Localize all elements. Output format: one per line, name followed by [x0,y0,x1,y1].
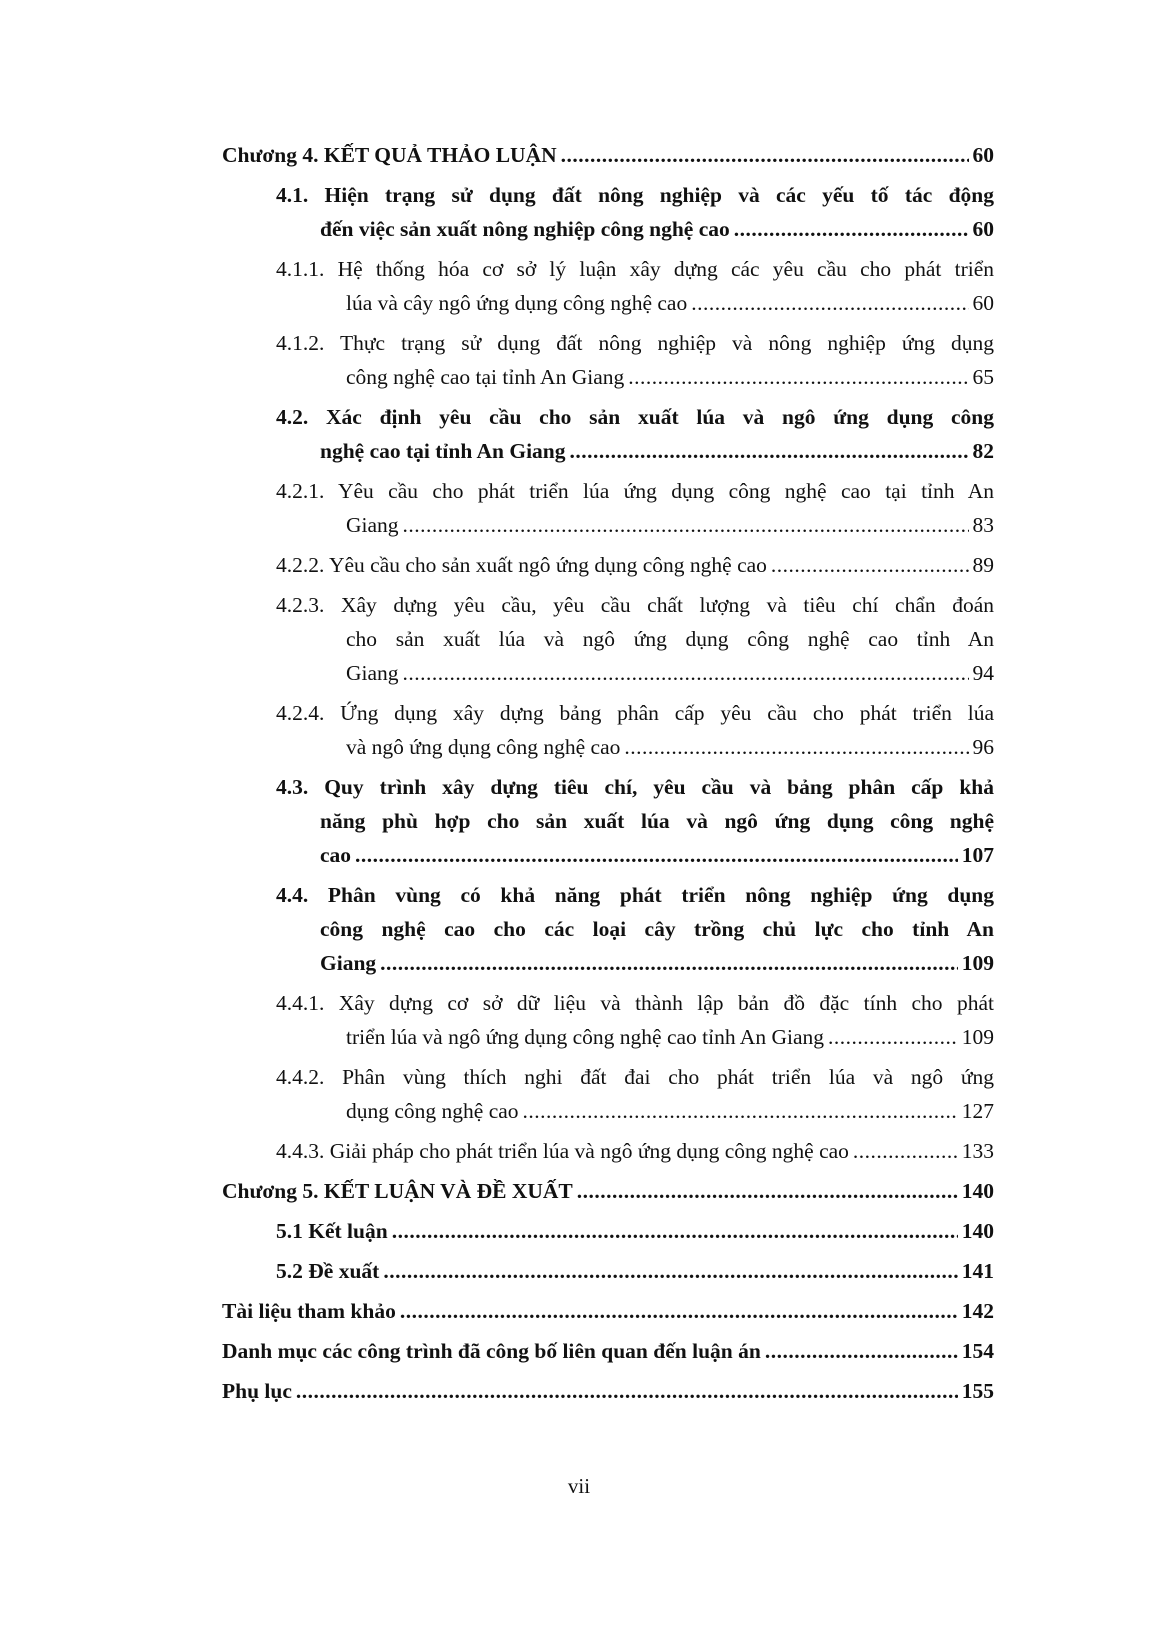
toc-entry-line: cho sản xuất lúa và ngô ứng dụng công nghệ cao tỉnh An [346,627,994,651]
toc-entry[interactable] [222,1374,994,1408]
toc-entry[interactable] [222,178,994,246]
toc-page-number: 89 [972,553,994,577]
toc-entry-line: 4.4.2. Phân vùng thích nghi đất đai cho phát triển lúa và ngô ứng [276,1065,994,1089]
toc-entry-line: năng phù hợp cho sản xuất lúa và ngô ứng dụng công nghệ [320,809,994,833]
toc-entry-title: Tài liệu tham khảo [222,1299,396,1323]
toc-entry-title: công nghệ cao tại tỉnh An Giang [346,365,625,389]
toc-entry-line: 4.4. Phân vùng có khả năng phát triển nông nghiệp ứng dụng [276,883,994,907]
toc-entry[interactable] [222,474,994,542]
toc-entry-title: 5.2 Đề xuất [276,1259,380,1283]
dot-leader [403,508,969,542]
dot-leader [771,548,969,582]
toc-entry-title: và ngô ứng dụng công nghệ cao [346,735,621,759]
toc-entry[interactable] [222,326,994,394]
dot-leader [392,1214,958,1248]
toc-page-number: 141 [961,1259,994,1283]
toc-entry[interactable] [222,1214,994,1248]
toc-entry-title: Giang [320,951,377,975]
dot-leader [383,1254,957,1288]
toc-entry[interactable] [222,1254,994,1288]
toc-page-number: 155 [961,1379,994,1403]
dot-leader [355,838,958,872]
toc-entry-title: Phụ lục [222,1379,292,1403]
toc-entry-line: 4.1.2. Thực trạng sử dụng đất nông nghiệp và nông nghiệp ứng dụng [276,331,994,355]
toc-entry[interactable] [222,138,994,172]
dot-leader [523,1094,958,1128]
dot-leader [624,730,968,764]
toc-entry-line: 4.2.4. Ứng dụng xây dựng bảng phân cấp yêu cầu cho phát triển lúa [276,701,994,725]
toc-page-number: 127 [961,1099,994,1123]
toc-entry[interactable] [222,770,994,872]
toc-entry[interactable] [222,1294,994,1328]
toc-entry-line: 4.1. Hiện trạng sử dụng đất nông nghiệp và các yếu tố tác động [276,183,994,207]
toc-entry-line: 4.4.1. Xây dựng cơ sở dữ liệu và thành lập bản đồ đặc tính cho phát [276,991,994,1015]
toc-entry-title: lúa và cây ngô ứng dụng công nghệ cao [346,291,688,315]
dot-leader [765,1334,958,1368]
toc-entry[interactable] [222,986,994,1054]
toc-entry-title: Chương 5. KẾT LUẬN VÀ ĐỀ XUẤT [222,1179,573,1203]
toc-entry[interactable] [222,588,994,690]
toc-page-number: 142 [961,1299,994,1323]
toc-entry[interactable] [222,1134,994,1168]
toc-entry-title: Chương 4. KẾT QUẢ THẢO LUẬN [222,143,557,167]
toc-entry[interactable] [222,1334,994,1368]
toc-page-number: 133 [961,1139,994,1163]
toc-entry-line: công nghệ cao cho các loại cây trồng chủ lực cho tỉnh An [320,917,994,941]
toc-entry[interactable] [222,696,994,764]
toc-entry-title: đến việc sản xuất nông nghiệp công nghệ cao [320,217,730,241]
toc-entry-line: 4.3. Quy trình xây dựng tiêu chí, yêu cầu và bảng phân cấp khả [276,775,994,799]
dot-leader [400,1294,958,1328]
toc-entry-title: dụng công nghệ cao [346,1099,519,1123]
toc-entry[interactable] [222,878,994,980]
toc-entry[interactable] [222,400,994,468]
toc-page-number: 109 [961,1025,994,1049]
toc-entry-title: 4.4.3. Giải pháp cho phát triển lúa và ngô ứng dụng công nghệ cao [276,1139,849,1163]
toc-page-number: 60 [972,217,994,241]
page-number: vii [567,1474,591,1498]
dot-leader [577,1174,958,1208]
toc-entry[interactable] [222,1174,994,1208]
dot-leader [380,946,958,980]
dot-leader [734,212,969,246]
toc-entry-line: 4.2.1. Yêu cầu cho phát triển lúa ứng dụng công nghệ cao tại tỉnh An [276,479,994,503]
toc-entry-title: cao [320,843,352,867]
toc-page-number: 154 [961,1339,994,1363]
toc-entry-line: 4.2.3. Xây dựng yêu cầu, yêu cầu chất lượng và tiêu chí chẩn đoán [276,593,994,617]
toc-page-number: 96 [972,735,994,759]
toc-page-number: 94 [972,661,994,685]
toc-page-number: 83 [972,513,994,537]
toc-entry-title: 5.1 Kết luận [276,1219,388,1243]
toc-page-number: 140 [961,1179,994,1203]
toc-page-number: 109 [961,951,994,975]
toc-entry[interactable] [222,252,994,320]
table-of-contents [222,138,994,1414]
toc-entry-title: nghệ cao tại tỉnh An Giang [320,439,566,463]
toc-page-number: 60 [972,143,994,167]
toc-entry[interactable] [222,1060,994,1128]
toc-page-number: 140 [961,1219,994,1243]
toc-page-number: 82 [972,439,994,463]
toc-entry-title: triển lúa và ngô ứng dụng công nghệ cao tỉnh An Giang [346,1025,824,1049]
toc-entry-title: 4.2.2. Yêu cầu cho sản xuất ngô ứng dụng công nghệ cao [276,553,767,577]
toc-page-number: 60 [972,291,994,315]
toc-entry-title: Giang [346,513,399,537]
dot-leader [296,1374,958,1408]
toc-entry-title: Giang [346,661,399,685]
dot-leader [628,360,968,394]
toc-page-number: 107 [961,843,994,867]
dot-leader [691,286,968,320]
toc-entry-line: 4.1.1. Hệ thống hóa cơ sở lý luận xây dựng các yêu cầu cho phát triển [276,257,994,281]
dot-leader [570,434,969,468]
dot-leader [828,1020,958,1054]
toc-entry-title: Danh mục các công trình đã công bố liên quan đến luận án [222,1339,761,1363]
dot-leader [853,1134,958,1168]
dot-leader [561,138,969,172]
toc-page-number: 65 [972,365,994,389]
toc-entry-line: 4.2. Xác định yêu cầu cho sản xuất lúa và ngô ứng dụng công [276,405,994,429]
dot-leader [403,656,969,690]
toc-entry[interactable] [222,548,994,582]
